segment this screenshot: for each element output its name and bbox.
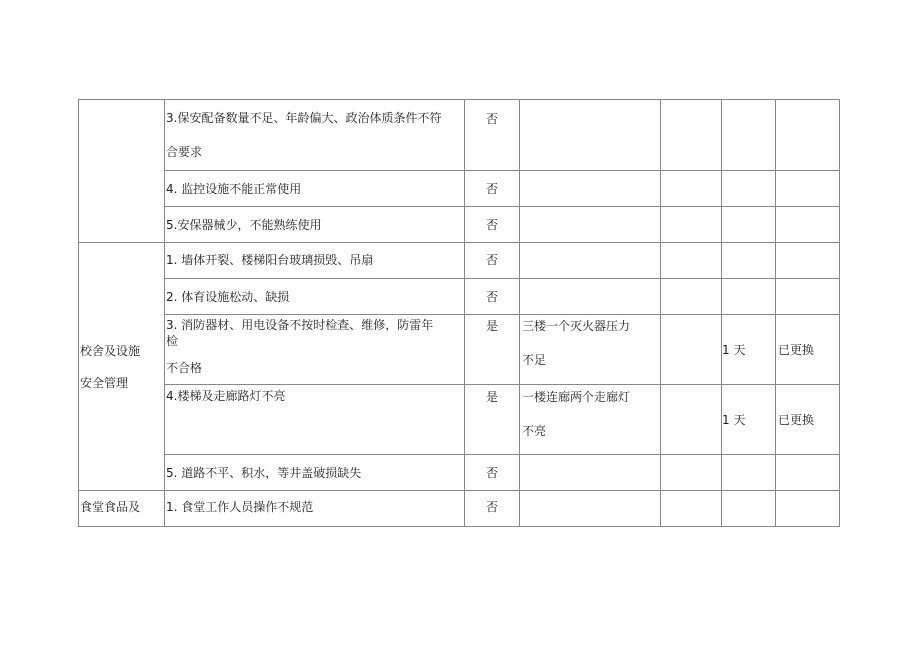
item-text: 4. 监控设施不能正常使用 xyxy=(166,182,302,196)
empty-cell xyxy=(661,455,722,491)
empty-cell xyxy=(661,315,722,385)
table-row xyxy=(79,243,840,279)
item-text: 合要求 xyxy=(166,145,203,159)
table-row xyxy=(79,455,840,491)
category-label: 食堂食品及 xyxy=(80,500,141,514)
flag-text: 否 xyxy=(485,218,498,232)
flag-text: 否 xyxy=(485,290,498,304)
days-cell xyxy=(722,100,776,171)
item-cell xyxy=(165,455,465,491)
empty-cell xyxy=(661,279,722,315)
flag-text: 否 xyxy=(485,466,498,480)
item-text: 不合格 xyxy=(166,361,203,375)
days-cell xyxy=(722,491,776,527)
status-text: 已更换 xyxy=(778,342,815,357)
flag-cell xyxy=(465,207,520,243)
item-cell xyxy=(165,315,465,385)
status-cell xyxy=(776,243,840,279)
flag-text: 否 xyxy=(485,500,498,514)
status-cell xyxy=(776,100,840,171)
status-text: 已更换 xyxy=(778,412,815,427)
issue-cell xyxy=(520,491,661,527)
status-cell xyxy=(776,491,840,527)
days-text: 1 天 xyxy=(722,342,746,357)
category-cell-campus xyxy=(79,243,165,491)
status-cell xyxy=(776,385,840,455)
table-row xyxy=(79,279,840,315)
issue-text: 不亮 xyxy=(522,424,547,438)
issue-cell xyxy=(520,455,661,491)
item-cell xyxy=(165,207,465,243)
status-cell xyxy=(776,171,840,207)
table-row xyxy=(79,315,840,385)
issue-cell xyxy=(520,385,661,455)
item-cell xyxy=(165,243,465,279)
days-cell xyxy=(722,455,776,491)
category-label: 校舍及设施 xyxy=(80,343,141,358)
flag-cell xyxy=(465,279,520,315)
category-label: 安全管理 xyxy=(80,375,129,390)
issue-cell xyxy=(520,279,661,315)
flag-cell xyxy=(465,243,520,279)
empty-cell xyxy=(661,243,722,279)
days-cell xyxy=(722,385,776,455)
days-text: 1 天 xyxy=(722,412,746,427)
item-text: 5.安保器械少，不能熟练使用 xyxy=(166,218,322,232)
status-cell xyxy=(776,279,840,315)
item-cell xyxy=(165,385,465,455)
item-text: 1. 食堂工作人员操作不规范 xyxy=(166,500,314,514)
days-cell xyxy=(722,171,776,207)
issue-cell xyxy=(520,243,661,279)
days-cell xyxy=(722,207,776,243)
days-cell xyxy=(722,279,776,315)
flag-text: 否 xyxy=(485,112,498,126)
item-text: 3.保安配备数量不足、年龄偏大、政治体质条件不符 xyxy=(166,111,442,125)
flag-cell xyxy=(465,315,520,385)
table-row xyxy=(79,385,840,455)
issue-text: 不足 xyxy=(522,353,547,367)
item-cell xyxy=(165,279,465,315)
item-text: 检 xyxy=(166,334,179,348)
empty-cell xyxy=(661,207,722,243)
flag-text: 否 xyxy=(485,253,498,267)
flag-cell xyxy=(465,171,520,207)
item-text: 5. 道路不平、积水，等井盖破损缺失 xyxy=(166,466,362,480)
category-cell-canteen xyxy=(79,491,165,527)
inspection-table xyxy=(78,99,840,527)
issue-text: 三楼一个灭火器压力 xyxy=(522,319,631,333)
table-row xyxy=(79,100,840,171)
table-row xyxy=(79,207,840,243)
status-cell xyxy=(776,315,840,385)
days-cell xyxy=(722,315,776,385)
days-cell xyxy=(722,243,776,279)
item-text: 4.楼梯及走廊路灯不亮 xyxy=(166,389,286,403)
empty-cell xyxy=(661,171,722,207)
issue-cell xyxy=(520,207,661,243)
status-cell xyxy=(776,207,840,243)
issue-cell xyxy=(520,171,661,207)
flag-cell xyxy=(465,385,520,455)
empty-cell xyxy=(661,491,722,527)
category-cell-security xyxy=(79,100,165,243)
table-row xyxy=(79,491,840,527)
flag-text: 是 xyxy=(485,319,498,333)
item-cell xyxy=(165,171,465,207)
flag-text: 是 xyxy=(485,390,498,404)
empty-cell xyxy=(661,385,722,455)
item-text: 3. 消防器材、用电设备不按时检查、维修，防雷年 xyxy=(166,318,434,332)
issue-cell xyxy=(520,100,661,171)
flag-cell xyxy=(465,455,520,491)
issue-cell xyxy=(520,315,661,385)
item-text: 2. 体育设施松动、缺损 xyxy=(166,290,290,304)
item-cell xyxy=(165,100,465,171)
item-text: 1. 墙体开裂、楼梯阳台玻璃损毁、吊扇 xyxy=(166,253,374,267)
status-cell xyxy=(776,455,840,491)
flag-text: 否 xyxy=(485,182,498,196)
flag-cell xyxy=(465,491,520,527)
issue-text: 一楼连廊两个走廊灯 xyxy=(522,390,631,404)
table-row xyxy=(79,171,840,207)
item-cell xyxy=(165,491,465,527)
flag-cell xyxy=(465,100,520,171)
empty-cell xyxy=(661,100,722,171)
